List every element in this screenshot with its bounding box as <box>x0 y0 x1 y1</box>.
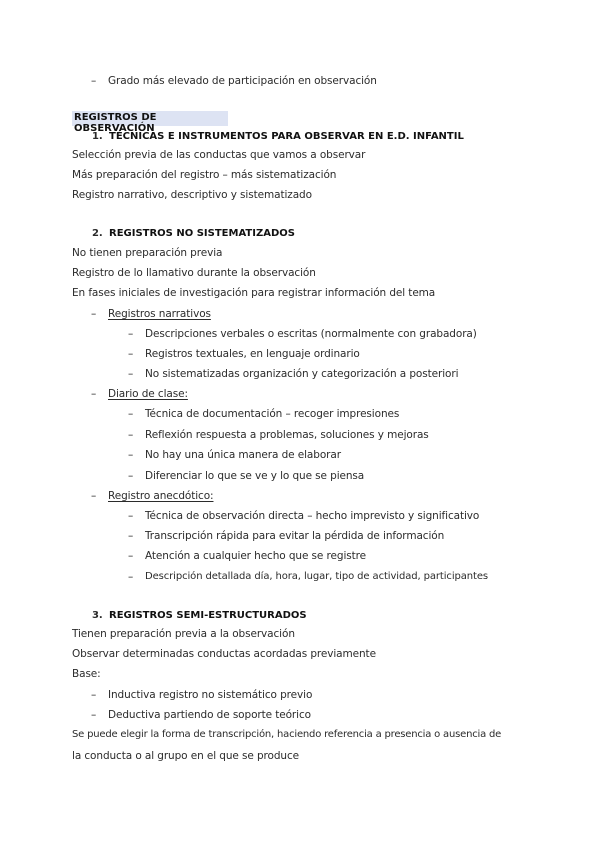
bullet-dash: – <box>91 75 97 87</box>
group-item: Reflexión respuesta a problemas, soluciones y mejoras <box>145 429 429 441</box>
group-item: Registros textuales, en lenguaje ordinario <box>145 348 360 360</box>
bullet-dash: – <box>91 388 97 400</box>
group-label: Registro anecdótico: <box>108 490 214 502</box>
bullet-dash: – <box>128 408 134 420</box>
bullet-dash: – <box>128 470 134 482</box>
bullet-dash: – <box>128 530 134 542</box>
group-item: Técnica de observación directa – hecho imprevisto y significativo <box>145 510 480 522</box>
bullet-dash: – <box>128 510 134 522</box>
section3-closing: la conducta o al grupo en el que se produce <box>72 750 300 762</box>
group-item: Técnica de documentación – recoger impresiones <box>145 408 400 420</box>
section3-line: Tienen preparación previa a la observación <box>72 628 295 640</box>
section3-bullet: Inductiva registro no sistemático previo <box>108 689 313 701</box>
section2-line: Registro de lo llamativo durante la observación <box>72 267 316 279</box>
bullet-dash: – <box>91 308 97 320</box>
section1-line: Registro narrativo, descriptivo y sistematizado <box>72 189 312 201</box>
main-title-highlight <box>72 111 228 134</box>
section2-line: En fases iniciales de investigación para registrar información del tema <box>72 287 436 299</box>
bullet-dash: – <box>128 328 134 340</box>
section3-number: 3. <box>92 610 103 621</box>
intro-bullet: Grado más elevado de participación en observación <box>108 75 377 87</box>
bullet-dash: – <box>128 368 134 380</box>
section3-line: Base: <box>72 668 101 680</box>
section1-line: Más preparación del registro – más sistematización <box>72 169 337 181</box>
section1-title: TÉCNICAS E INSTRUMENTOS PARA OBSERVAR EN E.D. INFANTIL <box>109 131 464 142</box>
section3-line: Observar determinadas conductas acordadas previamente <box>72 648 376 660</box>
group-label: Registros narrativos <box>108 308 211 320</box>
group-item: Descripción detallada día, hora, lugar, tipo de actividad, participantes <box>145 571 489 582</box>
section3-bullet: Deductiva partiendo de soporte teórico <box>108 709 311 721</box>
bullet-dash: – <box>128 348 134 360</box>
main-title: REGISTROS DE OBSERVACIÓN <box>74 112 157 134</box>
bullet-dash: – <box>128 449 134 461</box>
group-item: Diferenciar lo que se ve y lo que se piensa <box>145 470 365 482</box>
group-item: Transcripción rápida para evitar la pérdida de información <box>145 530 445 542</box>
section3-title: REGISTROS SEMI-ESTRUCTURADOS <box>109 610 307 621</box>
bullet-dash: – <box>91 490 97 502</box>
group-item: Atención a cualquier hecho que se registre <box>145 550 366 562</box>
bullet-dash: – <box>91 689 97 701</box>
group-label: Diario de clase: <box>108 388 188 400</box>
group-item: No hay una única manera de elaborar <box>145 449 341 461</box>
section3-closing: Se puede elegir la forma de transcripción, haciendo referencia a presencia o ausencia de <box>72 729 502 740</box>
section2-number: 2. <box>92 228 103 239</box>
bullet-dash: – <box>128 429 134 441</box>
group-item: Descripciones verbales o escritas (normalmente con grabadora) <box>145 328 477 340</box>
bullet-dash: – <box>91 709 97 721</box>
section2-title: REGISTROS NO SISTEMATIZADOS <box>109 228 295 239</box>
group-item: No sistematizadas organización y categorización a posteriori <box>145 368 459 380</box>
bullet-dash: – <box>128 550 134 562</box>
section1-line: Selección previa de las conductas que vamos a observar <box>72 149 366 161</box>
section2-line: No tienen preparación previa <box>72 247 223 259</box>
section1-number: 1. <box>92 131 103 142</box>
bullet-dash: – <box>128 571 134 583</box>
